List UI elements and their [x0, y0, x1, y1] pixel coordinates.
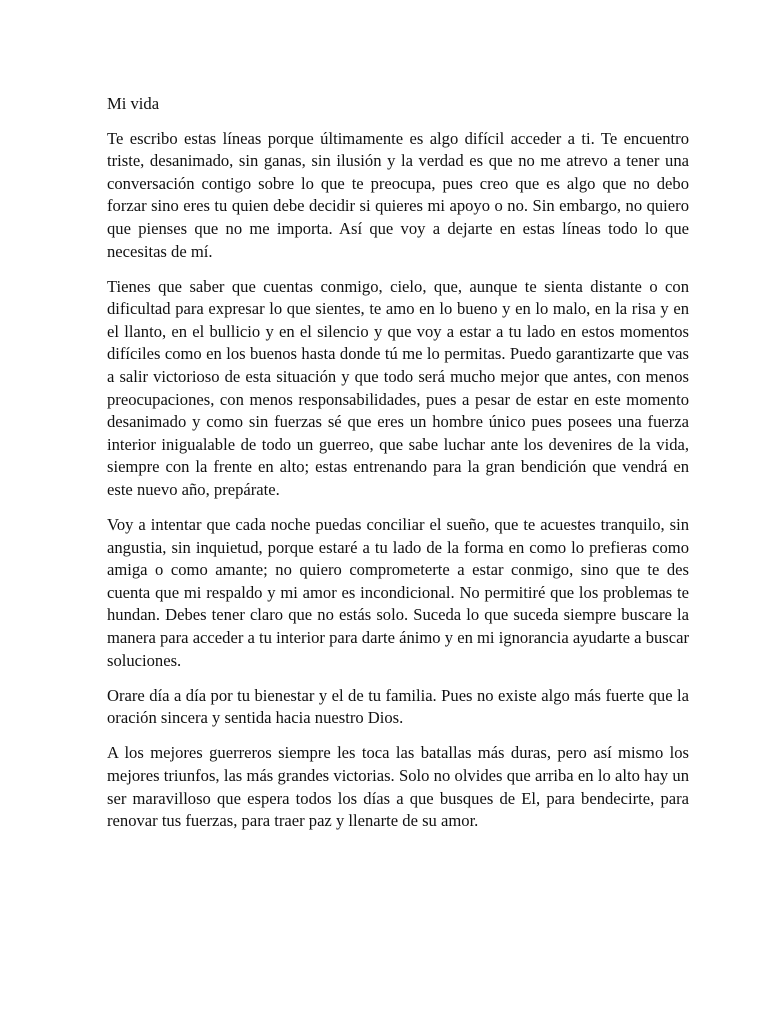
paragraph-4: Orare día a día por tu bienestar y el de tu familia. Pues no existe algo más fuerte que la oración sincera y sentida hacia nuestro Dios.: [107, 685, 689, 728]
paragraph-5: A los mejores guerreros siempre les toca las batallas más duras, pero así mismo los mejores triunfos, las más grandes victorias. Solo no olvides que arriba en lo alto hay un ser maravilloso que espera todos los días a que busques de El, para bendecirte, para renovar tus fuerzas, para traer paz y llenarte de su amor.: [107, 743, 689, 831]
paragraph-2: Tienes que saber que cuentas conmigo, cielo, que, aunque te sienta distante o con dificultad para expresar lo que sientes, te amo en lo bueno y en lo malo, en la risa y en el llanto, en el bullicio y en el silencio y que voy a estar a tu lado en estos momentos difíciles como en los buenos hasta donde tú me lo permitas. Puedo garantizarte que vas a salir victorioso de esta situación y que todo será mucho mejor que antes, con menos preocupaciones, con menos responsabilidades, pues a pesar de estar en este momento desanimado y como sin fuerzas sé que eres un hombre único pues posees una fuerza interior inigualable de todo un guerreo, que sabe luchar ante los devenires de la vida, siempre con la frente en alto; estas entrenando para la gran bendición que vendrá en este nuevo año, prepárate.: [107, 276, 689, 499]
paragraph-3: Voy a intentar que cada noche puedas conciliar el sueño, que te acuestes tranquilo, sin angustia, sin inquietud, porque estaré a tu lado de la forma en como lo prefieras como amiga o como amante; no quiero comprometerte a estar conmigo, sino que te des cuenta que mi respaldo y mi amor es incondicional. No permitiré que los problemas te hundan. Debes tener claro que no estás solo. Suceda lo que suceda siempre buscare la manera para acceder a tu interior para darte ánimo y en mi ignorancia ayudarte a buscar soluciones.: [107, 515, 689, 670]
document-body: [107, 93, 689, 845]
paragraph-1: Te escribo estas líneas porque últimamente es algo difícil acceder a ti. Te encuentro triste, desanimado, sin ganas, sin ilusión y la verdad es que no me atrevo a tener una conversación contigo sobre lo que te preocupa, pues creo que es algo que no debo forzar sino eres tu quien debe decidir si quieres mi apoyo o no. Sin embargo, no quiero que pienses que no me importa. Así que voy a dejarte en estas líneas todo lo que necesitas de mí.: [107, 128, 689, 261]
document-title: Mi vida: [107, 94, 160, 113]
